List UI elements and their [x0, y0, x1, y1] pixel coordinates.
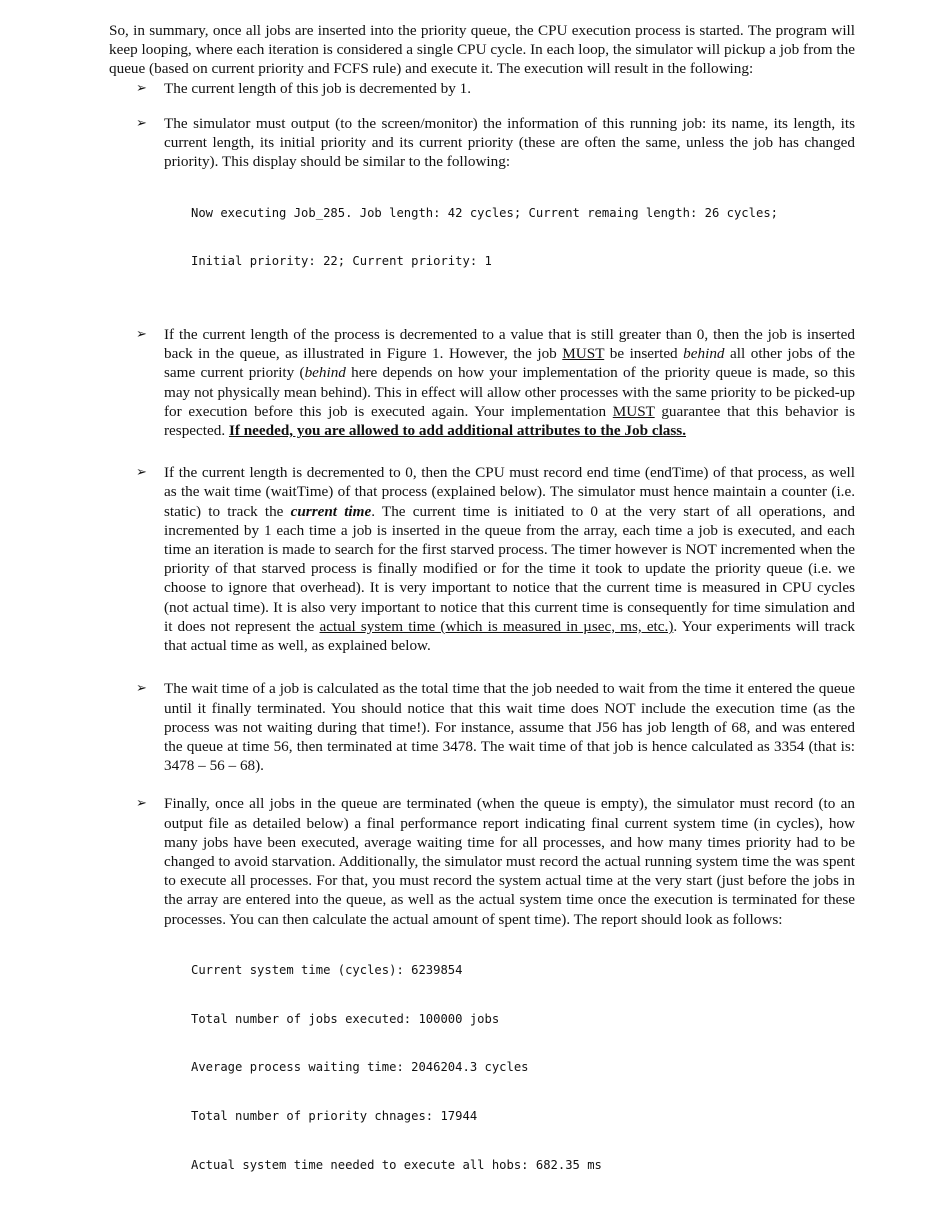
bullet-item-wait-time	[109, 679, 855, 775]
bullet-list	[109, 79, 855, 1205]
bold-underlined-note: If needed, you are allowed to add additional attributes to the Job class.	[228, 422, 686, 440]
intro-paragraph: So, in summary, once all jobs are inserted into the priority queue, the CPU execution process is started. The program will keep looping, where each iteration is considered a single CPU cycle. In each loop, the simulator will pickup a job from the queue (based on current priority and FCFS rule) and execute it. The execution will result in the following:	[109, 22, 855, 78]
bullet-item-end-time	[109, 463, 855, 655]
bullet-item-final-report	[109, 794, 855, 1205]
bullet-item-decrement	[109, 79, 855, 98]
emphasis-current-time: current time	[290, 502, 372, 520]
bullet-text-part: If the current length is decremented to 0, then the CPU must record end time (endTime) of that process, as well as the wait time (waitTime) of that process (explained below). The simulator must hence maintain a counter (i.e. static) to track the	[164, 464, 855, 520]
code-line: Total number of jobs executed: 100000 jobs	[191, 1011, 500, 1026]
arrowhead-bullet-icon: ➢	[136, 80, 147, 96]
bullet-text-part: be inserted	[604, 345, 684, 363]
bullet-text: Finally, once all jobs in the queue are terminated (when the queue is empty), the simulator must record (to an output file as detailed below) a final performance report indicating final current system time (in cycles), how many jobs have been executed, average waiting time for all processes, and how many times priority had to be changed to avoid starvation. Additionally, the simulator must record the actual running system time the was spent to execute all processes. For that, you must record the system actual time at the very start (just before the jobs in the array are entered into the queue, as well as the actual system time once the execution is terminated for these processes. You can then calculate the actual amount of spent time). The report should look as follows:	[164, 795, 855, 928]
code-line: Average process waiting time: 2046204.3 cycles	[191, 1060, 529, 1075]
code-line: Now executing Job_285. Job length: 42 cycles; Current remaing length: 26 cycles;	[191, 205, 778, 220]
arrowhead-bullet-icon: ➢	[136, 681, 147, 697]
document-page	[109, 21, 855, 1205]
bullet-text-part: guarantee that this behavior is respected.	[164, 402, 855, 440]
arrowhead-bullet-icon: ➢	[136, 465, 147, 481]
code-sample-executing	[191, 172, 855, 302]
bullet-text: The simulator must output (to the screen/monitor) the information of this running job: its name, its length, its current length, its initial priority and its current priority (these are often the same, unless the job has changed priority). This display should be similar to the following:	[164, 114, 855, 171]
arrowhead-bullet-icon: ➢	[136, 327, 147, 343]
bullet-text-part: all other jobs of the same current priority (	[164, 345, 855, 382]
emphasis-must: MUST	[562, 345, 605, 363]
emphasis-behind: behind	[304, 364, 346, 382]
bullet-text-part: . The current time is initiated to 0 at the very start of all operations, and incremented by 1 each time a job is inserted in the queue from the array, each time a job is executed, and each time an iteration is made to search for the first starved process. The timer however is NOT incremented when the priority of that starved process is finally modified or for the time it took to update the priority queue (i.e. we choose to ignore that overhead). It is very important to notice that the current time is measured in CPU cycles (not actual time). It is also very important to notice that this current time is consequently for time simulation and it does not represent the	[164, 502, 855, 635]
code-sample-report	[191, 930, 855, 1205]
bullet-text-part: here depends on how your implementation of the priority queue is made, so this may not physically mean behind). This in effect will allow other processes with the same priority to be picked-up for execution before this job is executed again. Your implementation	[164, 364, 855, 420]
bullet-text-part: If the current length of the process is decremented to a value that is still greater than 0, then the job is inserted back in the queue, as illustrated in Figure 1. However, the job	[164, 326, 855, 363]
bullet-text: The wait time of a job is calculated as the total time that the job needed to wait from the time it entered the queue until it finally terminated. You should notice that this wait time does NOT include the execution time (as the process was not waiting during that time!). For instance, assume that J56 has job length of 68, and was entered the queue at time 56, then terminated at time 3478. The wait time of that job is hence calculated as 3354 (that is: 3478 – 56 – 68).	[164, 680, 855, 775]
bullet-item-output	[109, 114, 855, 302]
bullet-item-reinsert	[109, 325, 855, 440]
code-line: Initial priority: 22; Current priority: 1	[191, 254, 492, 269]
underlined-actual-system-time: actual system time (which is measured in µsec, ms, etc.)	[319, 617, 674, 635]
arrowhead-bullet-icon: ➢	[136, 796, 147, 812]
emphasis-behind: behind	[683, 345, 725, 363]
bullet-text: The current length of this job is decremented by 1.	[164, 79, 472, 97]
code-line: Current system time (cycles): 6239854	[191, 963, 463, 978]
code-line: Total number of priority chnages: 17944	[191, 1108, 478, 1123]
arrowhead-bullet-icon: ➢	[136, 115, 147, 131]
code-line: Actual system time needed to execute all hobs: 682.35 ms	[191, 1157, 602, 1172]
bullet-text-part: . Your experiments will track that actual time as well, as explained below.	[164, 617, 855, 655]
emphasis-must: MUST	[612, 402, 655, 420]
